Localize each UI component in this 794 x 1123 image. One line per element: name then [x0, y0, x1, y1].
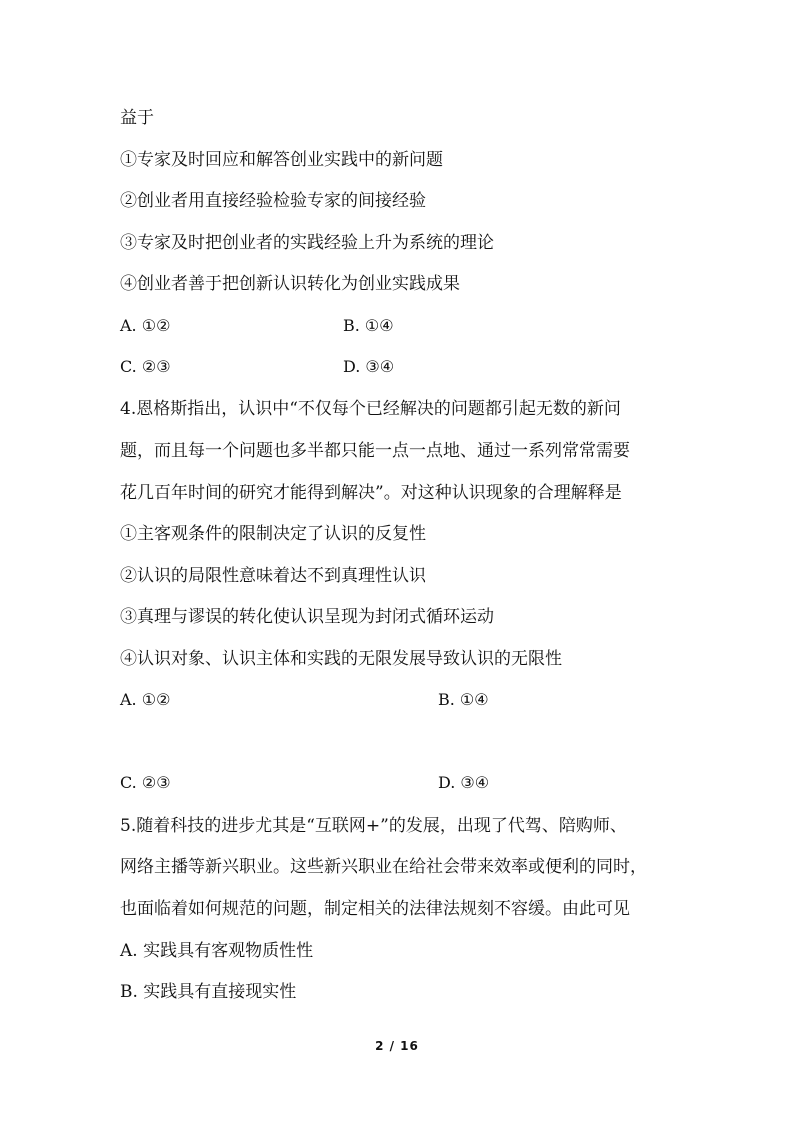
question-4-stem-line-2: 题，而且每一个问题也多半都只能一点一点地、通过一系列常常需要 — [120, 441, 630, 461]
question-5-stem-line-3: 也面临着如何规范的问题，制定相关的法律法规刻不容缓。由此可见 — [120, 899, 630, 919]
question-3-stem: 益于 — [120, 108, 154, 128]
question-3-option-b: B. ①④ — [343, 316, 394, 335]
question-4-option-d: D. ③④ — [438, 773, 490, 792]
question-5-stem-line-1: 5.随着科技的进步尤其是“互联网+”的发展，出现了代驾、陪购师、 — [120, 816, 627, 836]
question-4-option-b: B. ①④ — [438, 690, 489, 709]
question-4-item-4: ④认识对象、认识主体和实践的无限发展导致认识的无限性 — [120, 649, 562, 669]
question-4-option-c: C. ②③ — [120, 773, 171, 792]
question-5-option-a: A. 实践具有客观物质性性 — [120, 941, 314, 961]
question-4-item-2: ②认识的局限性意味着达不到真理性认识 — [120, 566, 426, 586]
question-3-option-c: C. ②③ — [120, 357, 171, 376]
question-4-stem-line-1: 4.恩格斯指出，认识中“不仅每个已经解决的问题都引起无数的新问 — [120, 399, 621, 419]
question-3-item-4: ④创业者善于把创新认识转化为创业实践成果 — [120, 274, 460, 294]
question-4-item-3: ③真理与谬误的转化使认识呈现为封闭式循环运动 — [120, 607, 494, 627]
question-5-stem-line-2: 网络主播等新兴职业。这些新兴职业在给社会带来效率或便利的同时， — [120, 857, 647, 877]
question-3-item-3: ③专家及时把创业者的实践经验上升为系统的理论 — [120, 233, 494, 253]
question-3-item-2: ②创业者用直接经验检验专家的间接经验 — [120, 191, 426, 211]
question-3-item-1: ①专家及时回应和解答创业实践中的新问题 — [120, 150, 443, 170]
page-indicator: 2 / 16 — [375, 1039, 419, 1053]
question-4-option-a: A. ①② — [120, 690, 171, 709]
question-4-item-1: ①主客观条件的限制决定了认识的反复性 — [120, 524, 426, 544]
question-3-option-d: D. ③④ — [343, 357, 395, 376]
question-4-stem-line-3: 花几百年时间的研究才能得到解决”。对这种认识现象的合理解释是 — [120, 483, 622, 503]
question-5-option-b: B. 实践具有直接现实性 — [120, 982, 297, 1002]
question-3-option-a: A. ①② — [120, 316, 171, 335]
